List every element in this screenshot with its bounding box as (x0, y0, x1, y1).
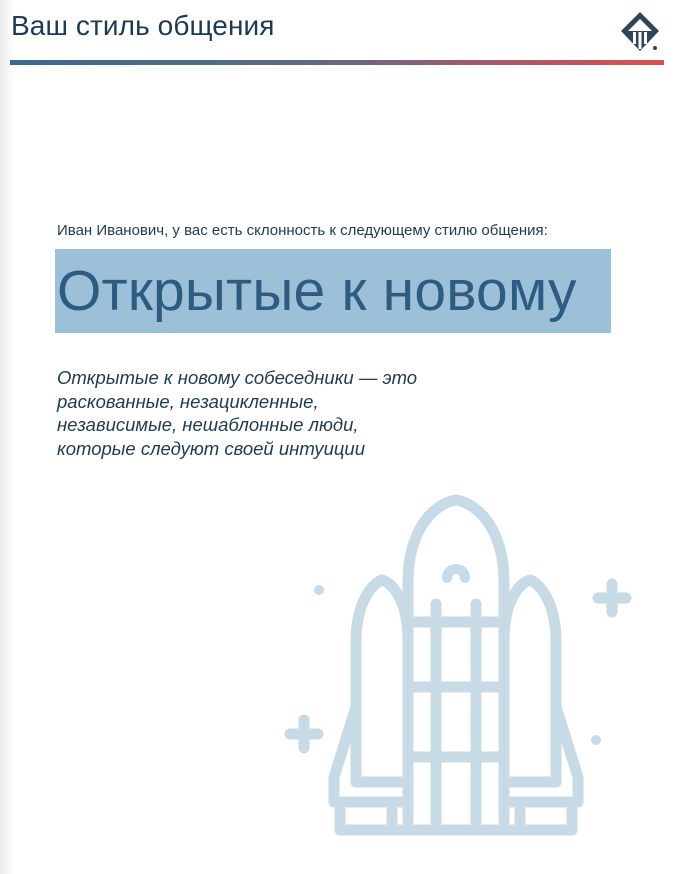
intro-text: Иван Иванович, у вас есть склонность к следующему стилю общения: (57, 222, 548, 239)
rocket-icon (282, 492, 642, 840)
description-line: независимые, нешаблонные люди, (57, 414, 359, 435)
header-divider (10, 60, 664, 65)
pyramid-logo-icon (620, 11, 660, 53)
description-line: раскованные, незацикленные, (57, 390, 319, 412)
style-description (57, 366, 477, 460)
description-line: Открытые к новому собеседники — это (57, 367, 418, 388)
style-name-highlight (55, 249, 611, 333)
page-title: Ваш стиль общения (11, 10, 275, 41)
style-name: Открытые к новому (57, 259, 577, 323)
description-line: которые следуют своей интуиции (57, 437, 366, 459)
page-edge-shadow (0, 0, 14, 874)
